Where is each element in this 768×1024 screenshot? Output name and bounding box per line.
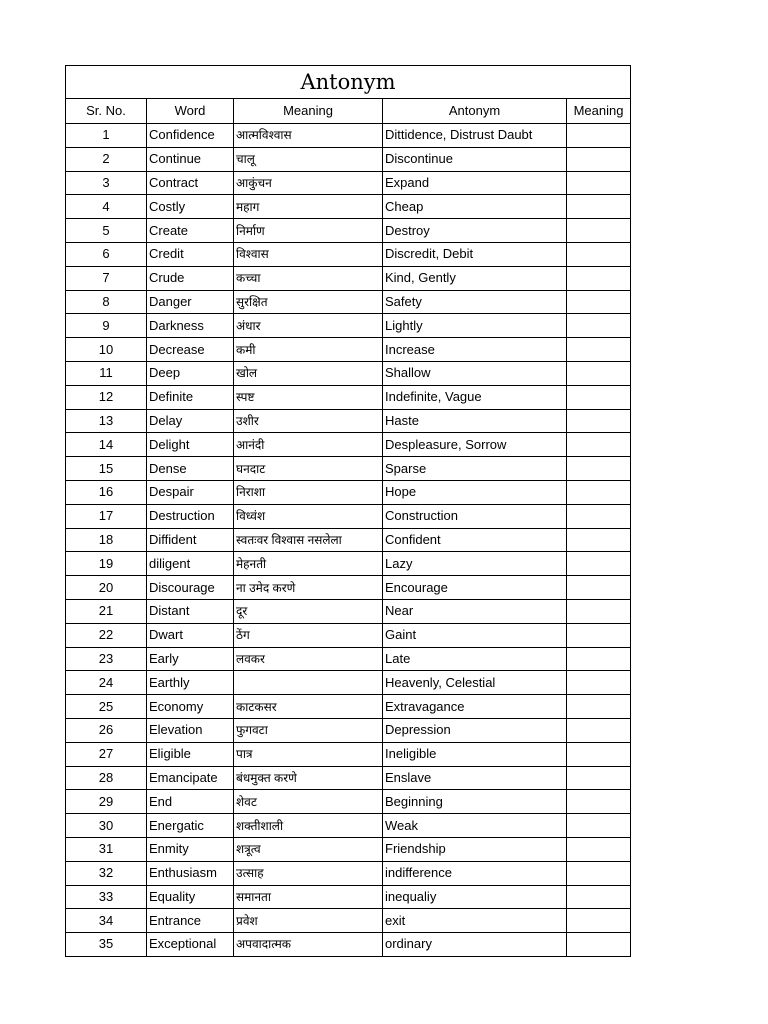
column-header-sr-no: Sr. No. bbox=[66, 99, 147, 124]
cell-sr-no: 16 bbox=[66, 480, 147, 504]
table-row bbox=[66, 219, 631, 243]
table-row bbox=[66, 195, 631, 219]
column-header-word: Word bbox=[147, 99, 234, 124]
cell-sr-no: 21 bbox=[66, 599, 147, 623]
cell-antonym-meaning bbox=[567, 171, 631, 195]
cell-antonym: Confident bbox=[383, 528, 567, 552]
cell-antonym-meaning bbox=[567, 290, 631, 314]
cell-antonym: Expand bbox=[383, 171, 567, 195]
cell-meaning: चालू bbox=[234, 147, 383, 171]
table-row bbox=[66, 695, 631, 719]
table-row bbox=[66, 861, 631, 885]
cell-word: Credit bbox=[147, 242, 234, 266]
cell-sr-no: 9 bbox=[66, 314, 147, 338]
cell-antonym: Despleasure, Sorrow bbox=[383, 433, 567, 457]
cell-antonym-meaning bbox=[567, 528, 631, 552]
cell-sr-no: 33 bbox=[66, 885, 147, 909]
table-row bbox=[66, 266, 631, 290]
cell-antonym: inequaliy bbox=[383, 885, 567, 909]
cell-antonym-meaning bbox=[567, 766, 631, 790]
cell-meaning: ठेंग bbox=[234, 623, 383, 647]
cell-antonym-meaning bbox=[567, 742, 631, 766]
cell-sr-no: 11 bbox=[66, 361, 147, 385]
cell-antonym-meaning bbox=[567, 195, 631, 219]
cell-sr-no: 20 bbox=[66, 576, 147, 600]
table-row bbox=[66, 671, 631, 695]
cell-word: Costly bbox=[147, 195, 234, 219]
cell-word: diligent bbox=[147, 552, 234, 576]
cell-word: Eligible bbox=[147, 742, 234, 766]
cell-antonym: Ineligible bbox=[383, 742, 567, 766]
header-row bbox=[66, 99, 631, 124]
cell-antonym: Hope bbox=[383, 480, 567, 504]
cell-sr-no: 29 bbox=[66, 790, 147, 814]
cell-antonym: Extravagance bbox=[383, 695, 567, 719]
cell-antonym-meaning bbox=[567, 504, 631, 528]
cell-antonym-meaning bbox=[567, 409, 631, 433]
cell-meaning: काटकसर bbox=[234, 695, 383, 719]
cell-sr-no: 34 bbox=[66, 909, 147, 933]
table-row bbox=[66, 171, 631, 195]
cell-word: Dense bbox=[147, 457, 234, 481]
cell-meaning: मेहनती bbox=[234, 552, 383, 576]
cell-sr-no: 3 bbox=[66, 171, 147, 195]
cell-antonym: Depression bbox=[383, 718, 567, 742]
table-row bbox=[66, 885, 631, 909]
table-row bbox=[66, 576, 631, 600]
cell-meaning: विश्वास bbox=[234, 242, 383, 266]
cell-word: Emancipate bbox=[147, 766, 234, 790]
table-row bbox=[66, 409, 631, 433]
cell-meaning: महाग bbox=[234, 195, 383, 219]
table-row bbox=[66, 338, 631, 362]
cell-word: Delight bbox=[147, 433, 234, 457]
cell-antonym: Weak bbox=[383, 814, 567, 838]
cell-word: Early bbox=[147, 647, 234, 671]
cell-word: Create bbox=[147, 219, 234, 243]
table-row bbox=[66, 433, 631, 457]
cell-sr-no: 10 bbox=[66, 338, 147, 362]
table-row bbox=[66, 504, 631, 528]
cell-word: Deep bbox=[147, 361, 234, 385]
cell-meaning: दूर bbox=[234, 599, 383, 623]
cell-antonym: Late bbox=[383, 647, 567, 671]
cell-antonym-meaning bbox=[567, 552, 631, 576]
table-row bbox=[66, 623, 631, 647]
cell-meaning: उत्साह bbox=[234, 861, 383, 885]
table-row bbox=[66, 718, 631, 742]
table-row bbox=[66, 790, 631, 814]
cell-antonym: Kind, Gently bbox=[383, 266, 567, 290]
cell-antonym-meaning bbox=[567, 266, 631, 290]
cell-sr-no: 23 bbox=[66, 647, 147, 671]
table-row bbox=[66, 314, 631, 338]
cell-word: Destruction bbox=[147, 504, 234, 528]
cell-word: Enmity bbox=[147, 837, 234, 861]
cell-meaning bbox=[234, 671, 383, 695]
cell-word: Confidence bbox=[147, 124, 234, 148]
table-row bbox=[66, 933, 631, 957]
cell-sr-no: 17 bbox=[66, 504, 147, 528]
cell-sr-no: 2 bbox=[66, 147, 147, 171]
cell-antonym: Destroy bbox=[383, 219, 567, 243]
column-header-antonym-meaning: Meaning bbox=[567, 99, 631, 124]
table-row bbox=[66, 290, 631, 314]
cell-antonym: Lightly bbox=[383, 314, 567, 338]
cell-sr-no: 13 bbox=[66, 409, 147, 433]
cell-antonym: Beginning bbox=[383, 790, 567, 814]
cell-sr-no: 19 bbox=[66, 552, 147, 576]
cell-meaning: स्पष्ट bbox=[234, 385, 383, 409]
cell-word: Diffident bbox=[147, 528, 234, 552]
cell-antonym-meaning bbox=[567, 457, 631, 481]
cell-antonym: Safety bbox=[383, 290, 567, 314]
cell-word: Darkness bbox=[147, 314, 234, 338]
cell-sr-no: 14 bbox=[66, 433, 147, 457]
table-body bbox=[66, 124, 631, 957]
cell-antonym: Dittidence, Distrust Daubt bbox=[383, 124, 567, 148]
cell-sr-no: 18 bbox=[66, 528, 147, 552]
cell-meaning: आकुंचन bbox=[234, 171, 383, 195]
cell-sr-no: 28 bbox=[66, 766, 147, 790]
cell-antonym-meaning bbox=[567, 314, 631, 338]
cell-word: End bbox=[147, 790, 234, 814]
table-row bbox=[66, 837, 631, 861]
cell-sr-no: 32 bbox=[66, 861, 147, 885]
cell-antonym: Construction bbox=[383, 504, 567, 528]
cell-word: Delay bbox=[147, 409, 234, 433]
cell-sr-no: 27 bbox=[66, 742, 147, 766]
cell-word: Decrease bbox=[147, 338, 234, 362]
cell-antonym: Heavenly, Celestial bbox=[383, 671, 567, 695]
cell-antonym-meaning bbox=[567, 695, 631, 719]
cell-antonym-meaning bbox=[567, 385, 631, 409]
cell-antonym: Gaint bbox=[383, 623, 567, 647]
column-header-antonym: Antonym bbox=[383, 99, 567, 124]
cell-sr-no: 25 bbox=[66, 695, 147, 719]
table-row bbox=[66, 147, 631, 171]
cell-sr-no: 5 bbox=[66, 219, 147, 243]
cell-sr-no: 6 bbox=[66, 242, 147, 266]
cell-meaning: विध्वंश bbox=[234, 504, 383, 528]
cell-antonym-meaning bbox=[567, 861, 631, 885]
cell-antonym-meaning bbox=[567, 790, 631, 814]
cell-meaning: फुगवटा bbox=[234, 718, 383, 742]
cell-meaning: निर्माण bbox=[234, 219, 383, 243]
cell-antonym-meaning bbox=[567, 219, 631, 243]
cell-antonym-meaning bbox=[567, 647, 631, 671]
cell-meaning: घनदाट bbox=[234, 457, 383, 481]
table-row bbox=[66, 599, 631, 623]
cell-antonym-meaning bbox=[567, 576, 631, 600]
cell-antonym-meaning bbox=[567, 909, 631, 933]
cell-antonym: Haste bbox=[383, 409, 567, 433]
cell-meaning: लवकर bbox=[234, 647, 383, 671]
cell-antonym-meaning bbox=[567, 361, 631, 385]
cell-sr-no: 31 bbox=[66, 837, 147, 861]
cell-meaning: अपवादात्मक bbox=[234, 933, 383, 957]
cell-sr-no: 8 bbox=[66, 290, 147, 314]
cell-antonym: Lazy bbox=[383, 552, 567, 576]
cell-sr-no: 24 bbox=[66, 671, 147, 695]
cell-meaning: प्रवेश bbox=[234, 909, 383, 933]
cell-meaning: आनंदी bbox=[234, 433, 383, 457]
cell-word: Energatic bbox=[147, 814, 234, 838]
cell-sr-no: 1 bbox=[66, 124, 147, 148]
column-header-meaning: Meaning bbox=[234, 99, 383, 124]
cell-meaning: खोल bbox=[234, 361, 383, 385]
table-row bbox=[66, 480, 631, 504]
cell-antonym: Near bbox=[383, 599, 567, 623]
cell-meaning: उशीर bbox=[234, 409, 383, 433]
table-row bbox=[66, 124, 631, 148]
cell-sr-no: 35 bbox=[66, 933, 147, 957]
cell-antonym-meaning bbox=[567, 433, 631, 457]
table-row bbox=[66, 742, 631, 766]
cell-antonym-meaning bbox=[567, 671, 631, 695]
cell-antonym: Enslave bbox=[383, 766, 567, 790]
table-row bbox=[66, 909, 631, 933]
cell-antonym: indifference bbox=[383, 861, 567, 885]
cell-antonym-meaning bbox=[567, 933, 631, 957]
cell-antonym: Friendship bbox=[383, 837, 567, 861]
cell-meaning: शत्रूत्व bbox=[234, 837, 383, 861]
table-row bbox=[66, 457, 631, 481]
cell-antonym-meaning bbox=[567, 599, 631, 623]
cell-word: Entrance bbox=[147, 909, 234, 933]
cell-word: Earthly bbox=[147, 671, 234, 695]
cell-word: Dwart bbox=[147, 623, 234, 647]
cell-meaning: स्वतःवर विश्वास नसलेला bbox=[234, 528, 383, 552]
table-row bbox=[66, 242, 631, 266]
cell-antonym-meaning bbox=[567, 718, 631, 742]
cell-meaning: ना उमेद करणे bbox=[234, 576, 383, 600]
cell-antonym-meaning bbox=[567, 814, 631, 838]
table-row bbox=[66, 528, 631, 552]
cell-word: Exceptional bbox=[147, 933, 234, 957]
cell-meaning: कच्चा bbox=[234, 266, 383, 290]
cell-sr-no: 30 bbox=[66, 814, 147, 838]
cell-antonym: Discontinue bbox=[383, 147, 567, 171]
cell-antonym: Sparse bbox=[383, 457, 567, 481]
cell-antonym: ordinary bbox=[383, 933, 567, 957]
cell-antonym: Shallow bbox=[383, 361, 567, 385]
cell-word: Despair bbox=[147, 480, 234, 504]
cell-word: Contract bbox=[147, 171, 234, 195]
cell-antonym-meaning bbox=[567, 623, 631, 647]
cell-antonym: Cheap bbox=[383, 195, 567, 219]
table-row bbox=[66, 552, 631, 576]
cell-meaning: समानता bbox=[234, 885, 383, 909]
cell-antonym-meaning bbox=[567, 338, 631, 362]
cell-word: Enthusiasm bbox=[147, 861, 234, 885]
cell-word: Distant bbox=[147, 599, 234, 623]
table-title: Antonym bbox=[66, 66, 631, 99]
cell-antonym-meaning bbox=[567, 147, 631, 171]
cell-word: Economy bbox=[147, 695, 234, 719]
table-row bbox=[66, 814, 631, 838]
cell-sr-no: 4 bbox=[66, 195, 147, 219]
cell-antonym-meaning bbox=[567, 124, 631, 148]
cell-antonym: Increase bbox=[383, 338, 567, 362]
cell-word: Elevation bbox=[147, 718, 234, 742]
cell-word: Continue bbox=[147, 147, 234, 171]
cell-word: Crude bbox=[147, 266, 234, 290]
table-row bbox=[66, 385, 631, 409]
cell-meaning: पात्र bbox=[234, 742, 383, 766]
cell-word: Equality bbox=[147, 885, 234, 909]
cell-antonym: Discredit, Debit bbox=[383, 242, 567, 266]
cell-antonym: Encourage bbox=[383, 576, 567, 600]
cell-meaning: निराशा bbox=[234, 480, 383, 504]
cell-meaning: सुरक्षित bbox=[234, 290, 383, 314]
cell-antonym: exit bbox=[383, 909, 567, 933]
cell-meaning: शेवट bbox=[234, 790, 383, 814]
cell-sr-no: 15 bbox=[66, 457, 147, 481]
cell-antonym-meaning bbox=[567, 242, 631, 266]
cell-word: Danger bbox=[147, 290, 234, 314]
cell-meaning: बंधमुक्त करणे bbox=[234, 766, 383, 790]
cell-antonym-meaning bbox=[567, 885, 631, 909]
table-row bbox=[66, 766, 631, 790]
cell-sr-no: 26 bbox=[66, 718, 147, 742]
table-row bbox=[66, 647, 631, 671]
cell-antonym-meaning bbox=[567, 837, 631, 861]
cell-word: Definite bbox=[147, 385, 234, 409]
cell-antonym: Indefinite, Vague bbox=[383, 385, 567, 409]
cell-meaning: शक्तीशाली bbox=[234, 814, 383, 838]
cell-antonym-meaning bbox=[567, 480, 631, 504]
cell-meaning: आत्मविश्वास bbox=[234, 124, 383, 148]
cell-word: Discourage bbox=[147, 576, 234, 600]
cell-meaning: कमी bbox=[234, 338, 383, 362]
cell-sr-no: 7 bbox=[66, 266, 147, 290]
cell-sr-no: 22 bbox=[66, 623, 147, 647]
table-row bbox=[66, 361, 631, 385]
cell-sr-no: 12 bbox=[66, 385, 147, 409]
antonym-table bbox=[65, 65, 631, 957]
cell-meaning: अंधार bbox=[234, 314, 383, 338]
